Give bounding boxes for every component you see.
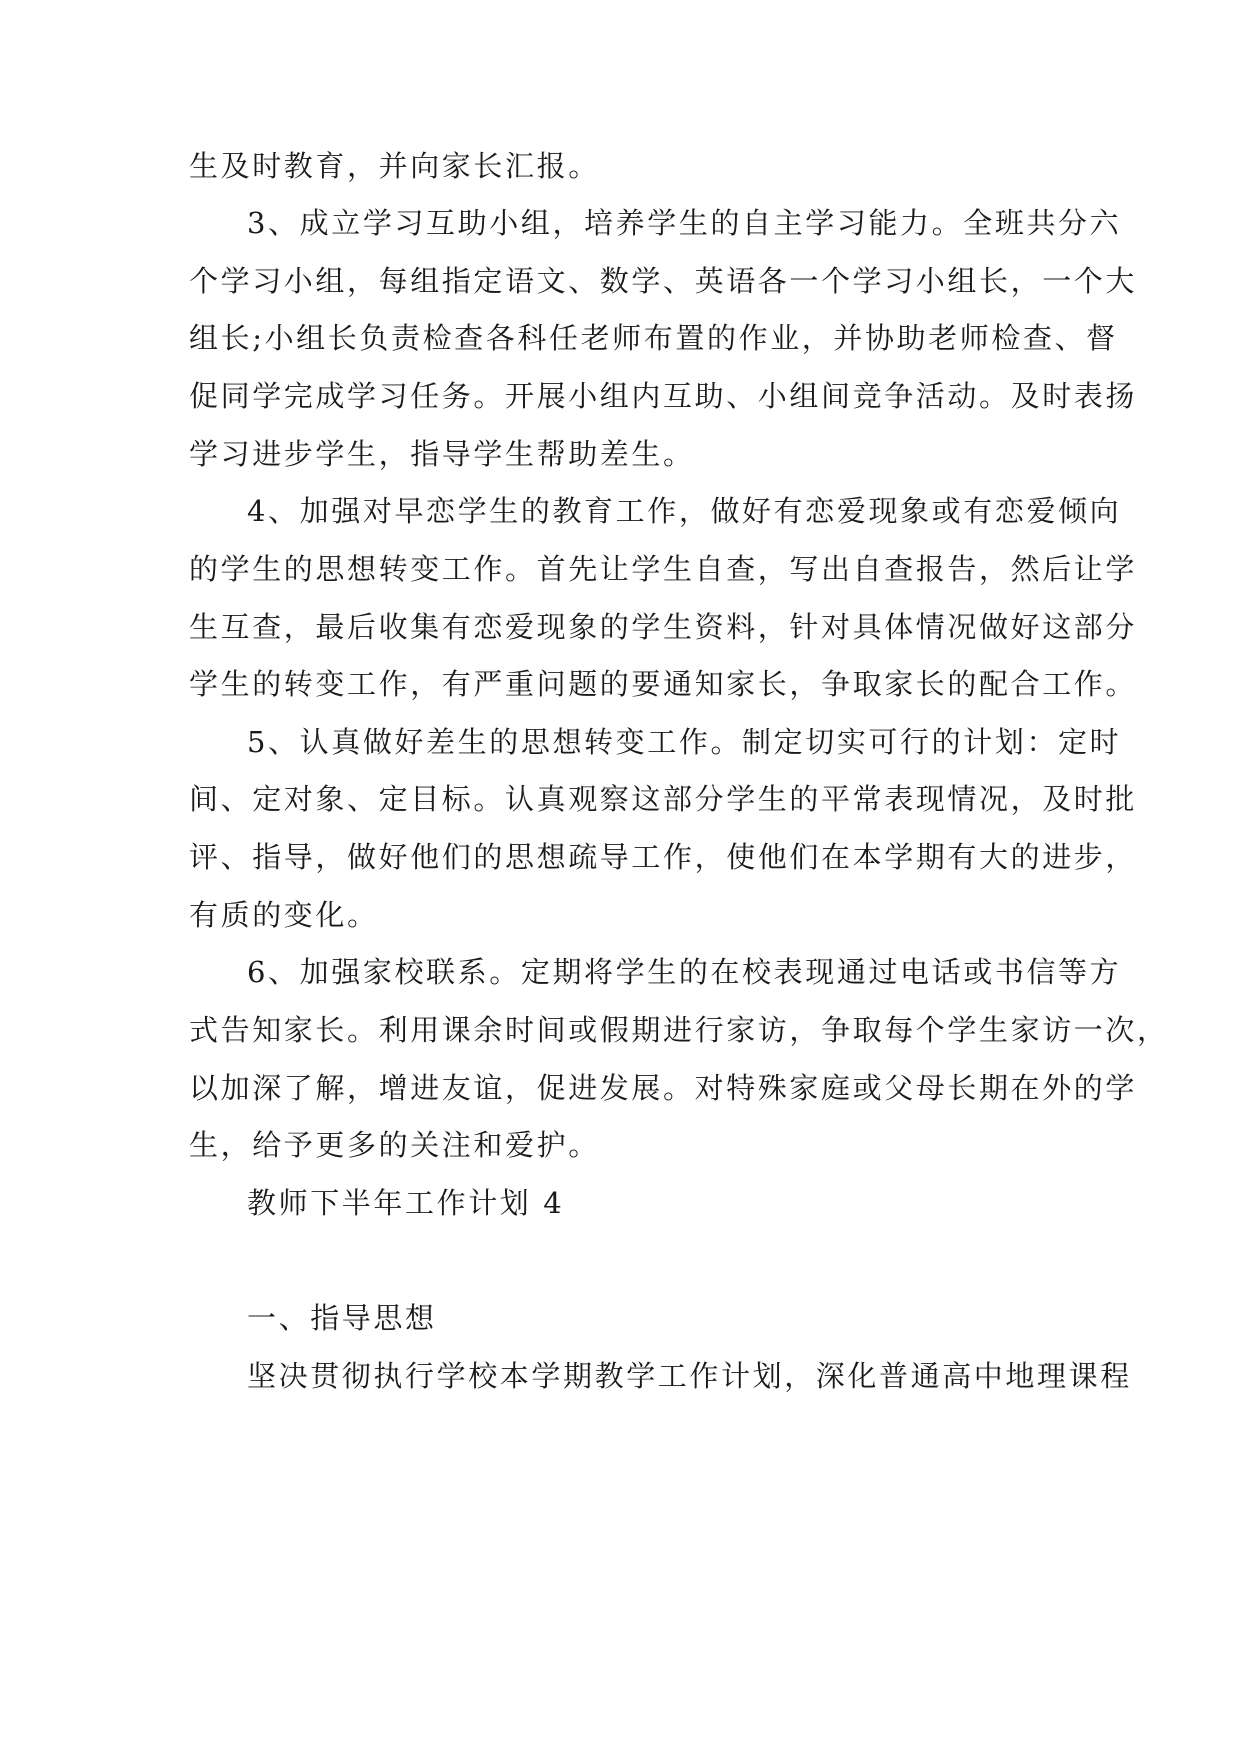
text-line: 坚决贯彻执行学校本学期教学工作计划，深化普通高中地理课程 xyxy=(247,1359,1132,1393)
paragraph-5-start: 5、认真做好差生的思想转变工作。制定切实可行的计划：定时 xyxy=(247,725,1122,759)
section-title: 教师下半年工作计划 4 xyxy=(247,1186,565,1220)
text-line: 间、定对象、定目标。认真观察这部分学生的平常表现情况，及时批 xyxy=(189,782,1138,816)
paragraph-3-start: 3、成立学习互助小组，培养学生的自主学习能力。全班共分六 xyxy=(247,206,1122,240)
text-line: 有质的变化。 xyxy=(189,898,379,932)
section-heading: 一、指导思想 xyxy=(247,1301,437,1335)
text-line: 式告知家长。利用课余时间或假期进行家访，争取每个学生家访一次， xyxy=(189,1013,1169,1047)
text-line: 促同学完成学习任务。开展小组内互助、小组间竞争活动。及时表扬 xyxy=(189,379,1138,413)
text-line: 个学习小组，每组指定语文、数学、英语各一个学习小组长，一个大 xyxy=(189,264,1138,298)
text-line: 以加深了解，增进友谊，促进发展。对特殊家庭或父母长期在外的学 xyxy=(189,1071,1138,1105)
text-line: 的学生的思想转变工作。首先让学生自查，写出自查报告，然后让学 xyxy=(189,552,1138,586)
text-line: 学生的转变工作，有严重问题的要通知家长，争取家长的配合工作。 xyxy=(189,667,1138,701)
text-line: 评、指导，做好他们的思想疏导工作，使他们在本学期有大的进步， xyxy=(189,840,1138,874)
text-line: 学习进步学生，指导学生帮助差生。 xyxy=(189,437,695,471)
text-line: 生互查，最后收集有恋爱现象的学生资料，针对具体情况做好这部分 xyxy=(189,610,1138,644)
paragraph-4-start: 4、加强对早恋学生的教育工作，做好有恋爱现象或有恋爱倾向 xyxy=(247,494,1122,528)
text-line: 生，给予更多的关注和爱护。 xyxy=(189,1128,600,1162)
paragraph-6-start: 6、加强家校联系。定期将学生的在校表现通过电话或书信等方 xyxy=(247,955,1122,989)
text-line: 组长;小组长负责检查各科任老师布置的作业，并协助老师检查、督 xyxy=(189,321,1118,355)
text-line: 生及时教育，并向家长汇报。 xyxy=(189,149,600,183)
